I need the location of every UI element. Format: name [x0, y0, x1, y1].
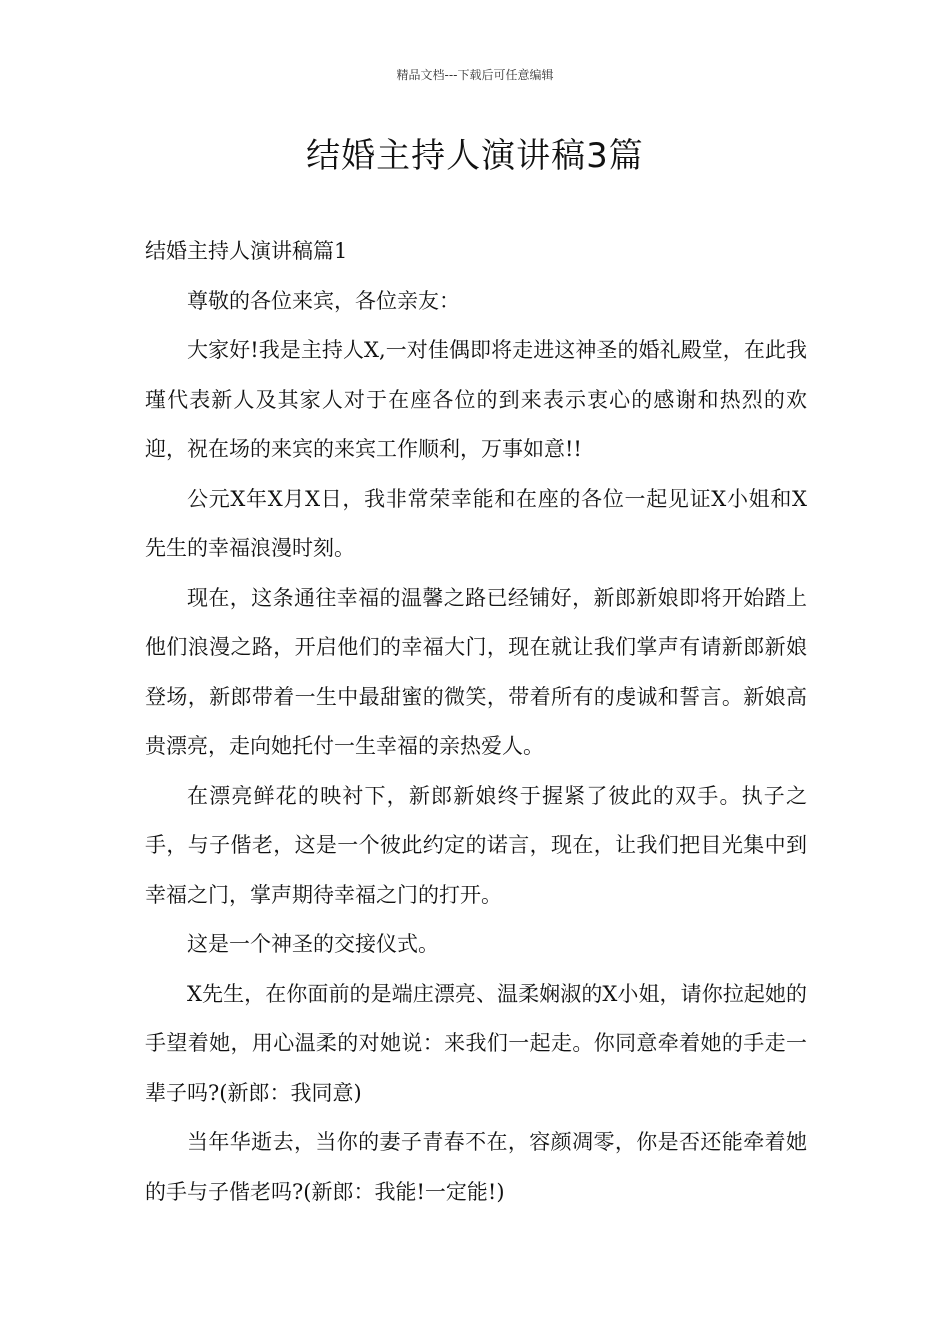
paragraph-greeting: 尊敬的各位来宾，各位亲友： — [187, 288, 460, 313]
section-heading: 结婚主持人演讲稿篇1 — [145, 239, 348, 263]
page-title: 结婚主持人演讲稿3篇 — [306, 136, 644, 176]
paragraph-entrance: 现在，这条通往幸福的温馨之路已经铺好，新郎新娘即将开始踏上他们浪漫之路，开启他们的幸福大门，现在就让我们掌声有请新郎新娘登场，新郎带着一生中最甜蜜的微笑，带着所有的虔诚和誓言。新娘高贵漂亮，走向她托付一生幸福的亲热爱人。 — [145, 585, 807, 758]
paragraph-vow-question: X先生，在你面前的是端庄漂亮、温柔娴淑的X小姐，请你拉起她的手望着她，用心温柔的对她说：来我们一起走。你同意牵着她的手走一辈子吗?(新郎：我同意) — [145, 981, 807, 1105]
paragraph-hands: 在漂亮鲜花的映衬下，新郎新娘终于握紧了彼此的双手。执子之手，与子偕老，这是一个彼此约定的诺言，现在，让我们把目光集中到幸福之门，掌声期待幸福之门的打开。 — [145, 783, 807, 907]
paragraph-welcome: 大家好!我是主持人X,一对佳偶即将走进这神圣的婚礼殿堂，在此我瑾代表新人及其家人对于在座各位的到来表示衷心的感谢和热烈的欢迎，祝在场的来宾的来宾工作顺利，万事如意!! — [145, 338, 807, 461]
paragraph-date: 公元X年X月X日，我非常荣幸能和在座的各位一起见证X小姐和X先生的幸福浪漫时刻。 — [145, 486, 807, 560]
paragraph-ceremony: 这是一个神圣的交接仪式。 — [187, 932, 439, 956]
document-body — [145, 227, 807, 1217]
paragraph-vow-aging: 当年华逝去，当你的妻子青春不在，容颜凋零，你是否还能牵着她的手与子偕老吗?(新郎：我能!一定能!) — [145, 1130, 807, 1204]
header-note: 精品文档---下载后可任意编辑 — [396, 68, 554, 82]
